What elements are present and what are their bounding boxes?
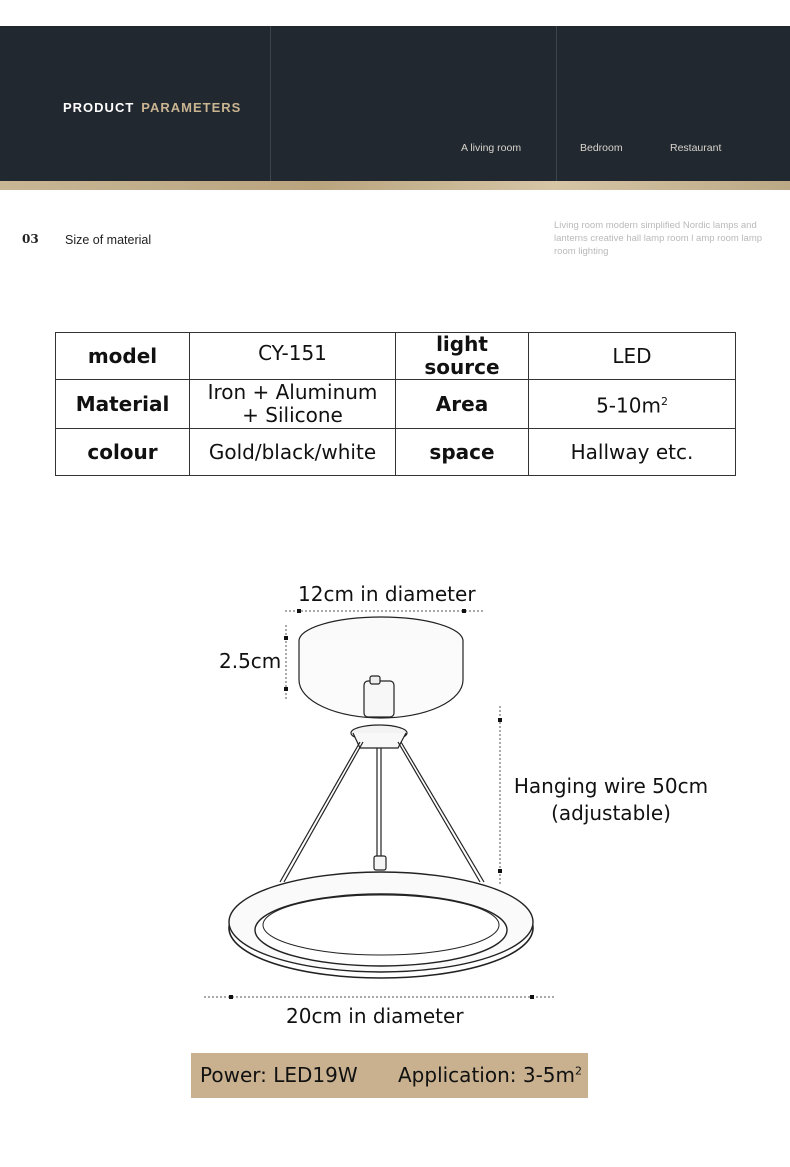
section-description: Living room modern simplified Nordic lamps and lanterns creative hall lamp room l amp room lamp room lighting [554,220,763,257]
dimension-marker [498,718,502,722]
banner-title-product: PRODUCT [63,100,135,115]
model-value: CY-151 [190,333,396,380]
dimension-marker [530,995,534,999]
dimension-marker [498,869,502,873]
colour-label: colour [56,429,190,476]
banner-title-parameters: PARAMETERS [141,100,242,115]
section-title: Size of material [65,233,152,247]
material-value-line1: Iron + Aluminum [207,380,378,404]
hanging-wires [280,742,484,882]
nav-living-room[interactable]: A living room [461,142,522,154]
area-unit-sup: 2 [660,395,668,409]
material-label: Material [56,380,190,429]
application-label [398,1063,582,1087]
colour-value: Gold/black/white [190,429,396,476]
dimension-marker [284,687,288,691]
material-value-line2: + Silicone [242,403,343,427]
lamp-ring [229,872,533,978]
canopy-diameter-label: 12cm in diameter [298,582,476,606]
dimension-marker [462,609,466,613]
wire-length-line2: (adjustable) [551,801,671,825]
wire-length-label [513,773,709,827]
space-label: space [396,429,529,476]
canopy-height-label: 2.5cm [219,649,282,673]
application-text: Application: 3-5m [398,1063,575,1087]
dimension-marker [284,636,288,640]
nav-restaurant[interactable]: Restaurant [670,142,722,154]
ring-diameter-label: 20cm in diameter [286,1004,464,1028]
area-label: Area [396,380,529,429]
model-label: model [56,333,190,380]
dimension-marker [297,609,301,613]
light-source-label: light source [396,333,529,380]
wire-length-line1: Hanging wire 50cm [513,774,709,798]
nav-bedroom[interactable]: Bedroom [580,142,623,154]
application-unit-sup: 2 [575,1064,582,1078]
area-value-text: 5-10m [596,393,661,418]
dimension-marker [229,995,233,999]
power-label: Power: LED19W [200,1063,358,1087]
space-value: Hallway etc. [529,429,736,476]
light-source-value: LED [529,333,736,380]
section-number: 03 [22,232,39,246]
info-bar [191,1053,588,1098]
